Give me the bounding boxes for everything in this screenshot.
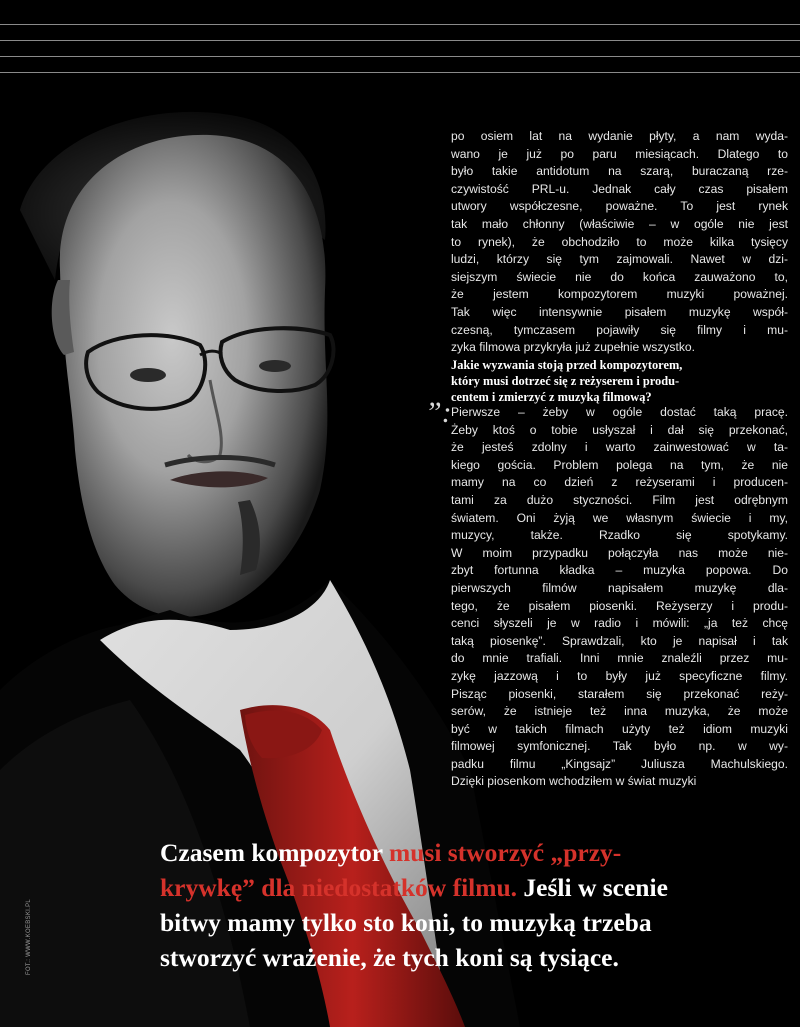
text-line: do mnie trafiali. Inni mnie znaleźli przez mu- (451, 651, 788, 666)
text-line: serów, że istnieje też inna muzyka, że może (451, 704, 788, 719)
text-line: siejszym świecie nie do końca zauważono to, (451, 269, 788, 284)
question-line: który musi dotrzeć się z reżyserem i produ- (451, 374, 680, 388)
pull-quote-highlight: musi stworzyć „przy- (389, 838, 622, 867)
text-line: po osiem lat na wydanie płyty, a nam wyda- (451, 129, 788, 143)
pull-quote-highlight: krywkę” dla niedostatków filmu. (160, 873, 518, 902)
text-line: taką piosenkę”. Sprawdzali, kto je napisał i tak (451, 633, 788, 648)
text-line: Pierwsze – żeby w ogóle dostać taką pracę. (451, 405, 788, 419)
text-line: zbyt fortunna kładka – muzyka popowa. Do (451, 563, 788, 578)
text-line: że jestem kompozytorem muzyki poważnej. (451, 287, 788, 302)
question-line: Jakie wyzwania stoją przed kompozytorem, (451, 358, 683, 372)
text-line: muzycy, także. Rzadko się spotykamy. (451, 528, 788, 543)
text-line: światem. Oni żyją we własnym świecie i my, (451, 510, 788, 525)
text-line: Pisząc piosenki, starałem się przekonać reży- (451, 686, 788, 701)
text-line: czesną, tymczasem pojawiły się filmy i mu- (451, 322, 788, 337)
interview-question (451, 357, 791, 405)
text-line: pierwszych filmów napisałem muzykę dla- (451, 580, 788, 595)
pull-quote-line (160, 870, 760, 905)
pull-quote-line: stworzyć wrażenie, że tych koni są tysiące. (160, 943, 619, 972)
pull-quote (160, 835, 760, 975)
text-line: czywistość PRL-u. Jednak cały czas pisałem (451, 181, 788, 196)
text-line: cenci słyszeli je w radio i mówili: „ja też chcę (451, 616, 788, 631)
text-line: że jesteś zdolny i warto zainwestować w ta- (451, 440, 788, 455)
text-line: to rynek), że obchodziło to może kilka tysięcy (451, 234, 788, 249)
interview-answer (451, 404, 788, 791)
text-line: kiego gościa. Problem polega na tym, że nie (451, 457, 788, 472)
text-line: być w takich filmach użyty też idiom muzyki (451, 721, 788, 736)
text-line: padku filmu „Kingsajz” Juliusza Machulskiego. (451, 756, 788, 771)
text-line: Dzięki piosenkom wchodziłem w świat muzyki (451, 774, 697, 789)
text-line: było takie antidotum na szarą, buraczaną rze- (451, 164, 788, 179)
pull-quote-line: bitwy mamy tylko sto koni, to muzyką trzeba (160, 908, 652, 937)
top-rule (0, 24, 800, 25)
text-line: mamy na co dzień z reżyserami i producen- (451, 475, 788, 490)
text-line: tego, że pisałem piosenki. Reżyserzy i produ- (451, 598, 788, 613)
article-body-top (451, 128, 788, 357)
text-line: utwory współczesne, poważne. To jest rynek (451, 199, 788, 214)
text-line: tami za dużo styczności. Film jest odrębnym (451, 492, 788, 507)
text-line: zyka filmowa przykryła już zupełnie wszystko. (451, 340, 695, 355)
text-line: filmowej symfonicznej. Tak było np. w wy- (451, 739, 788, 754)
top-rule (0, 40, 800, 41)
text-line: Tak więc intensywnie pisałem muzykę współ- (451, 304, 788, 319)
pull-quote-line (160, 835, 760, 870)
text-line: zykę jazzową i to były już specyficzne filmy. (451, 668, 788, 683)
answer-quote-icon: ”: (425, 396, 452, 429)
text-line: ludzi, którzy się tym zajmowali. Nawet w dzi- (451, 252, 788, 267)
text-line: tak mało chłonny (właściwie – w ogóle nie jest (451, 216, 788, 231)
top-rule (0, 56, 800, 57)
question-line: centem i zmierzyć z muzyką filmową? (451, 390, 652, 404)
text-line: W moim przypadku połączyła nas może nie- (451, 545, 788, 560)
pull-quote-text: Czasem kompozytor (160, 838, 389, 867)
text-line: Żeby ktoś o tobie usłyszał i dał się przekonać, (451, 422, 788, 437)
photo-credit: FOT.: WWW.KOEBSKI.PL (26, 898, 32, 975)
pull-quote-text: Jeśli w scenie (517, 873, 668, 902)
text-line: wano je już po paru miesiącach. Dlatego to (451, 146, 788, 161)
